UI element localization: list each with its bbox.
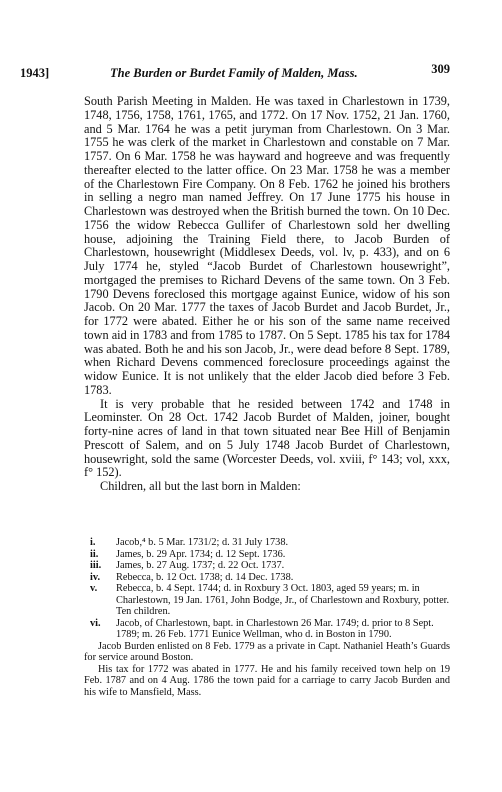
list-item [84,537,450,549]
item-number: iii. [90,560,102,571]
item-number: i. [90,537,96,548]
item-text: Rebecca, b. 4 Sept. 1744; d. in Roxbury 3 Oct. 1803, aged 59 years; m. in Charlestown, 19 Jan. 1761, John Bodge, Jr., of Charlestown and Roxbury, potter. Ten children. [116,583,450,617]
note-paragraph: His tax for 1772 was abated in 1777. He and his family received town help on 19 Feb. 1787 and on 4 Aug. 1786 the town paid for a carriage to carry Jacob Burden and his wife to Mansfield, Mass. [84,663,450,698]
header-title: The Burden or Burdet Family of Malden, Mass. [110,66,358,80]
paragraph: It is very probable that he resided between 1742 and 1748 in Leominster. On 28 Oct. 1742 Jacob Burdet of Malden, joiner, bought forty-nine acres of land in that town situated near Bee Hill of Benjamin Prescott of Salem, and on 5 July 1748 Jacob Burdet of Charlestown, housewright, sold the same (Worcester Deeds, vol. xviii, f° 143; vol, xxx, f° 152). [84,396,450,480]
list-item [84,560,450,572]
item-number: v. [90,583,98,594]
item-number: vi. [90,617,101,629]
header-year: 1943] [20,66,50,80]
list-item [84,618,450,641]
list-item [84,549,450,561]
body-text [84,95,450,494]
paragraph: South Parish Meeting in Malden. He was taxed in Charlestown in 1739, 1748, 1756, 1758, 1761, 1765, and 1772. On 17 Nov. 1752, 21 Jan. 1760, and 5 Mar. 1764 he was a petit juryman from Charlestown. On 3 Mar. 1755 he was clerk of the market in Charlestown and constable on 7 Mar. 1757. On 6 Mar. 1758 he was hayward and hogreeve and was frequently thereafter elected to the latter office. On 23 Mar. 1758 he was a member of the Charlestown Fire Company. On 8 Feb. 1762 he joined his brothers in selling a negro man named Jeffrey. On 17 June 1775 his house in Charlestown was destroyed when the British burned the town. On 10 Dec. 1756 the widow Rebecca Gullifer of Charlestown sold her dwelling house, adjoining the Training Field there, to Jacob Burden of Charlestown, housewright (Middlesex Deeds, vol. lv, p. 433), and on 6 July 1774 he, styled “Jacob Burdet of Charlestown housewright”, mortgaged the premises to Richard Devens of the same town. On 3 Feb. 1790 Devens foreclosed this mortgage against Eunice, widow of his son Jacob. On 20 Mar. 1777 the taxes of Jacob Burdet and Jacob Burdet, Jr., for 1772 were abated. Either he or his son of the same name received town aid in 1783 and from 1785 to 1787. On 5 Sept. 1785 his tax for 1784 was abated. Both he and his son Jacob, Jr., were dead before 8 Sept. 1789, when Richard Devens commenced foreclosure proceedings against the widow Eunice. It is not unlikely that the elder Jacob died before 3 Feb. 1783. [84,94,450,397]
list-item [84,583,450,618]
list-item [84,572,450,584]
item-text: James, b. 29 Apr. 1734; d. 12 Sept. 1736. [116,548,286,560]
paragraph: Children, all but the last born in Malden: [100,479,301,493]
item-text: Jacob, of Charlestown, bapt. in Charlestown 26 Mar. 1749; d. prior to 8 Sept. 1789; m. 26 Feb. 1771 Eunice Wellman, who d. in Boston in 1790. [116,617,434,640]
notes [84,641,450,699]
page-number: 309 [431,62,450,76]
item-text: James, b. 27 Aug. 1737; d. 22 Oct. 1737. [116,560,285,571]
running-header [20,62,450,80]
item-text: Jacob,⁴ b. 5 Mar. 1731/2; d. 31 July 1738. [116,537,289,548]
item-number: ii. [90,548,99,560]
children-list [84,537,450,698]
item-text: Rebecca, b. 12 Oct. 1738; d. 14 Dec. 1738. [116,571,294,583]
note-paragraph: Jacob Burden enlisted on 8 Feb. 1779 as a private in Capt. Nathaniel Heath’s Guards for service around Boston. [84,640,450,663]
item-number: iv. [90,571,101,583]
